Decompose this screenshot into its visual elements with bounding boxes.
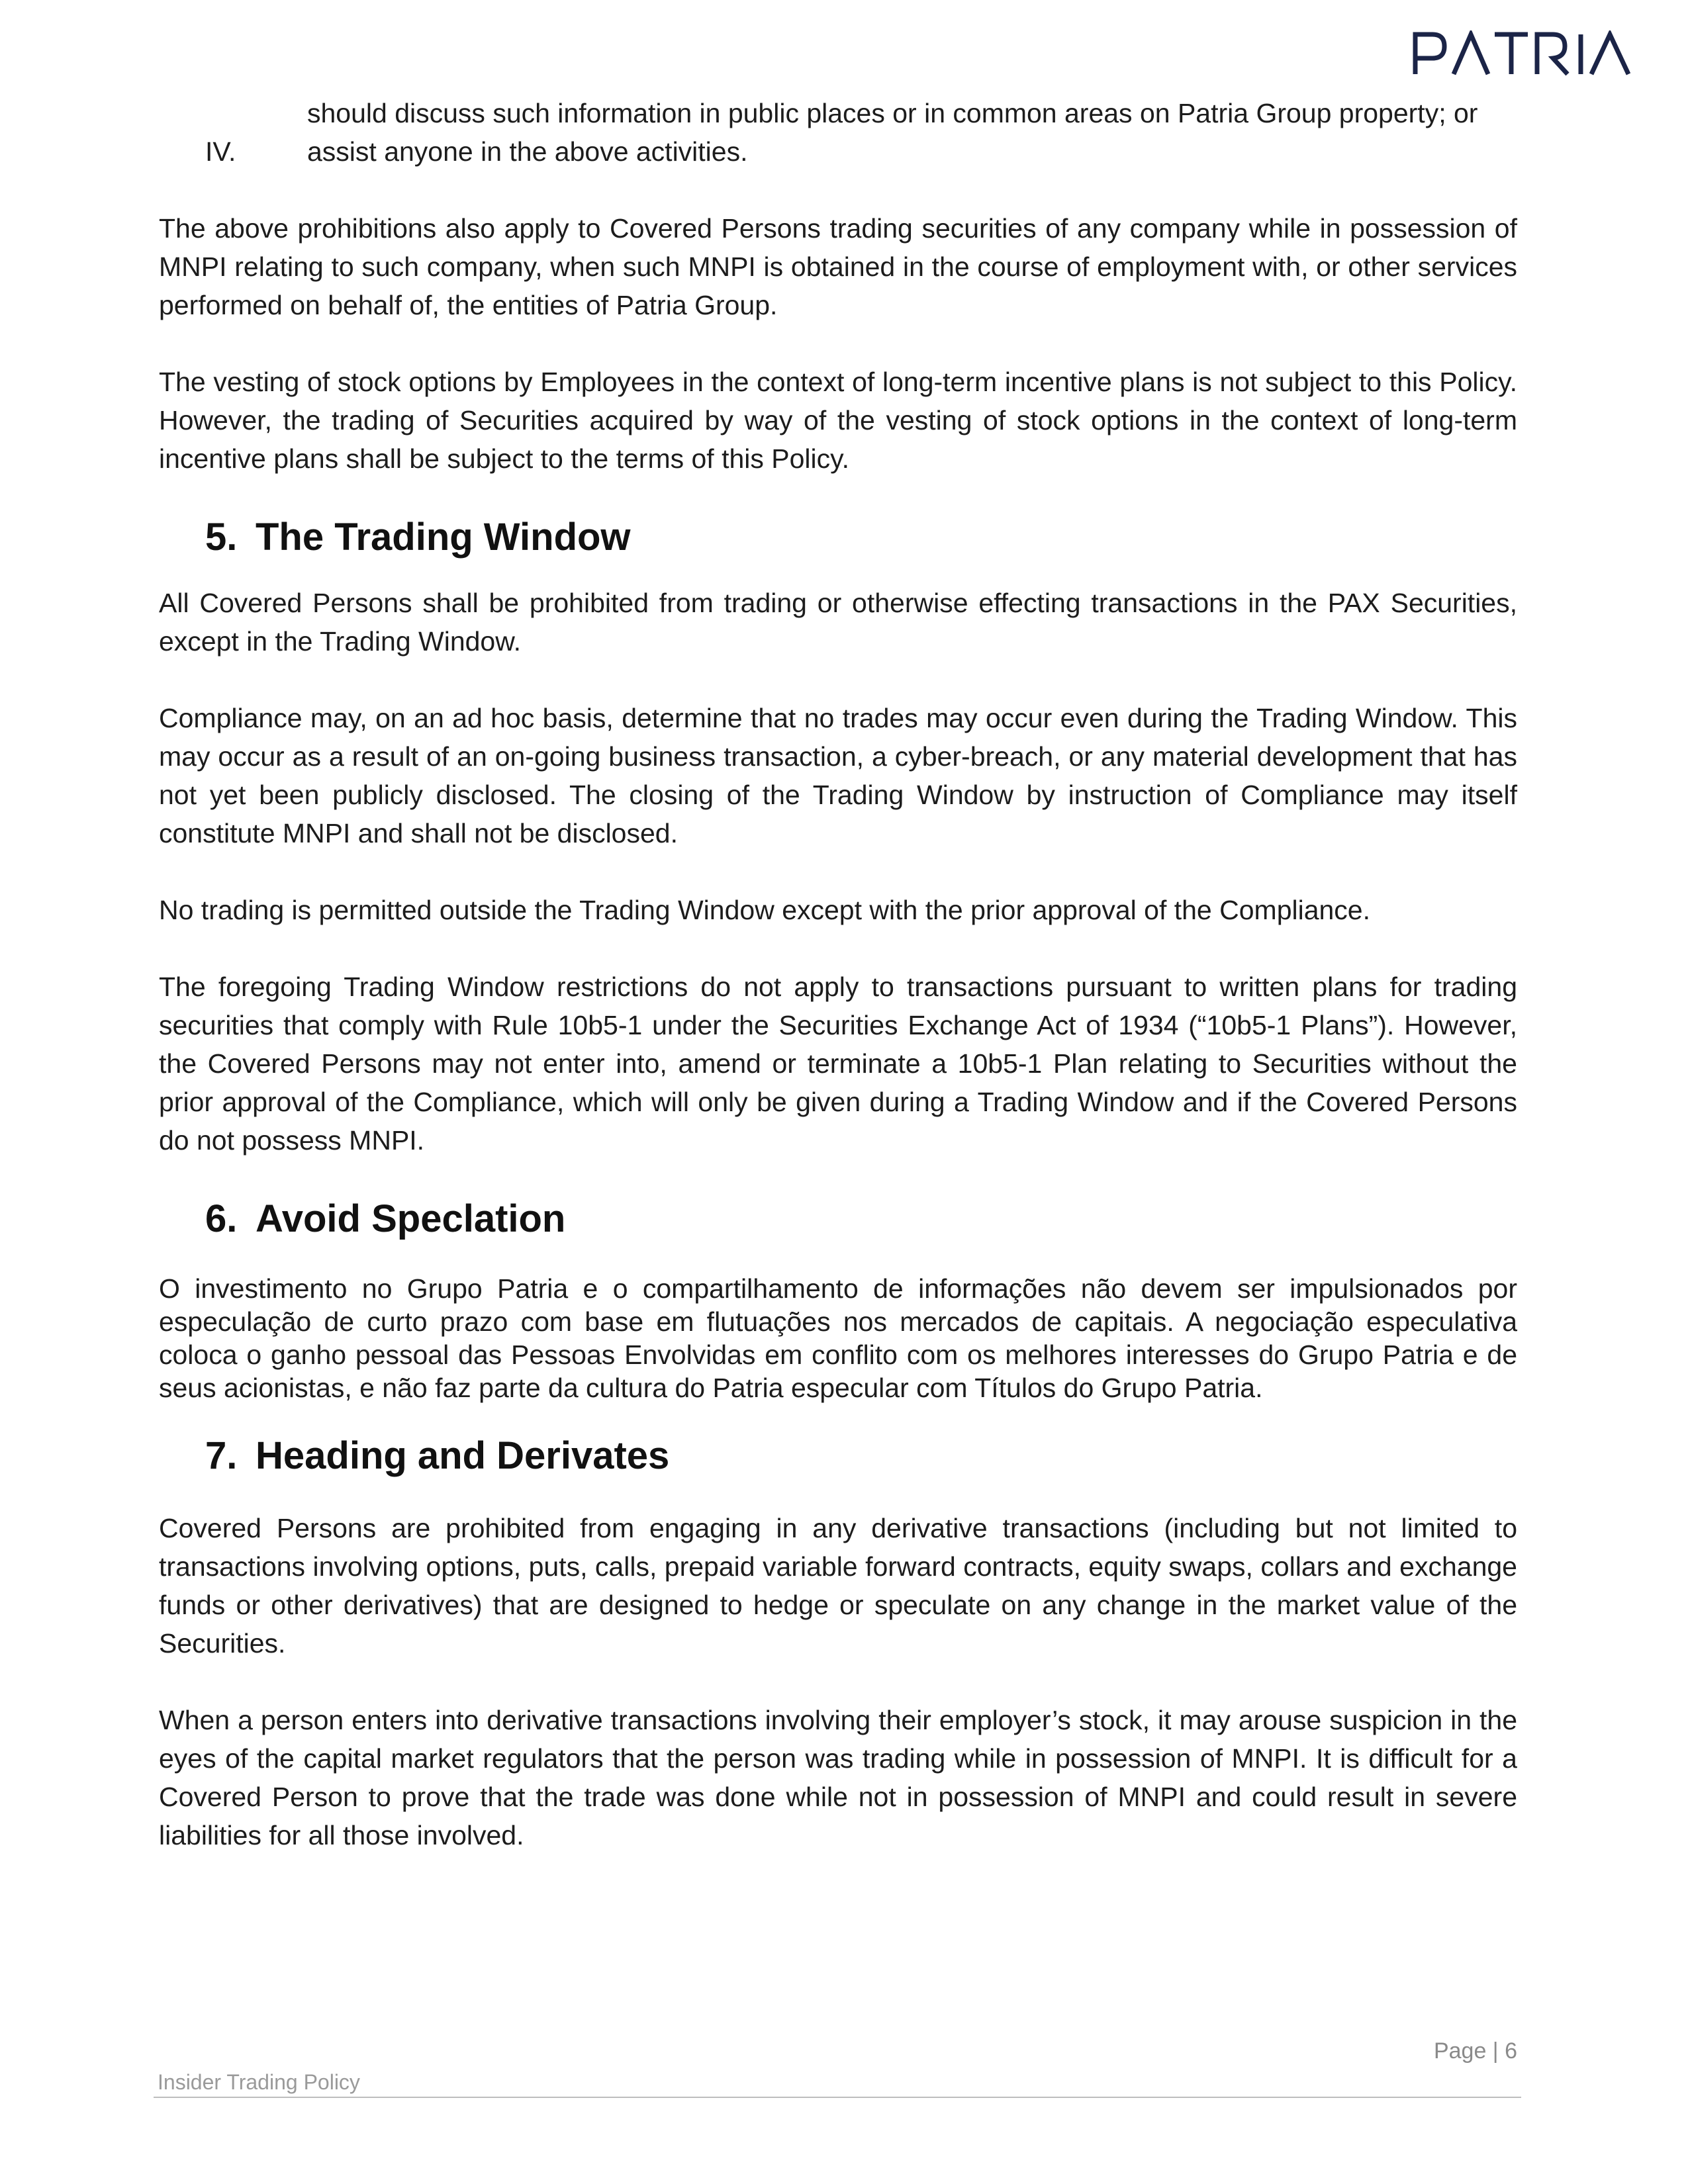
section-number: 6.	[205, 1197, 238, 1240]
paragraph: No trading is permitted outside the Trading Window except with the prior approval of the Compliance.	[159, 895, 1371, 925]
footer-divider	[154, 2097, 1521, 2098]
paragraph: Covered Persons are prohibited from engaging in any derivative transactions (including but not limited to transactions involving options, puts, calls, prepaid variable forward contracts, equity swaps, collars and exchange funds or other derivatives) that are designed to hedge or speculate on any change in the market value of the Securities.	[159, 1513, 1517, 1659]
page-body	[159, 94, 1517, 1854]
list-item	[159, 132, 1517, 171]
paragraph: The vesting of stock options by Employees in the context of long-term incentive plans is not subject to this Policy. However, the trading of Securities acquired by way of the vesting of stock options in the context of long-term incentive plans shall be subject to the terms of this Policy.	[159, 367, 1517, 474]
list-item-text: should discuss such information in public places or in common areas on Patria Group property; or	[307, 98, 1478, 128]
section-title: Avoid Speclation	[256, 1197, 566, 1240]
page-number: Page | 6	[1433, 2038, 1517, 2064]
paragraph: The above prohibitions also apply to Covered Persons trading securities of any company while in possession of MNPI relating to such company, when such MNPI is obtained in the course of employment with, or other services performed on behalf of, the entities of Patria Group.	[159, 213, 1517, 320]
section-heading	[159, 511, 1517, 564]
section-number: 7.	[205, 1434, 238, 1477]
section-title: The Trading Window	[256, 516, 631, 559]
list-item-text: assist anyone in the above activities.	[307, 136, 748, 167]
paragraph: When a person enters into derivative transactions involving their employer’s stock, it may arouse suspicion in the eyes of the capital market regulators that the person was trading while in possession of MNPI. It is difficult for a Covered Person to prove that the trade was done while not in possession of MNPI and could result in severe liabilities for all those involved.	[159, 1705, 1517, 1850]
list-item-number: IV.	[205, 136, 236, 167]
patria-logo	[1410, 30, 1642, 77]
list-item-continuation	[159, 94, 1517, 132]
paragraph: Compliance may, on an ad hoc basis, determine that no trades may occur even during the Trading Window. This may occur as a result of an on-going business transaction, a cyber-breach, or any material development that has not yet been publicly disclosed. The closing of the Trading Window by instruction of Compliance may itself constitute MNPI and shall not be disclosed.	[159, 703, 1517, 848]
paragraph: O investimento no Grupo Patria e o compartilhamento de informações não devem ser impulsionados por especulação de curto prazo com base em flutuações nos mercados de capitais. A negociação especulativa coloca o ganho pessoal das Pessoas Envolvidas em conflito com os melhores interesses do Grupo Patria e de seus acionistas, e não faz parte da cultura do Patria especular com Títulos do Grupo Patria.	[159, 1273, 1517, 1403]
footer-doc-title: Insider Trading Policy	[158, 2070, 360, 2094]
section-heading	[159, 1193, 1517, 1246]
section-number: 5.	[205, 516, 238, 559]
section-heading	[159, 1430, 1517, 1482]
paragraph: All Covered Persons shall be prohibited from trading or otherwise effecting transactions in the PAX Securities, except in the Trading Window.	[159, 588, 1517, 657]
section-title: Heading and Derivates	[256, 1434, 670, 1477]
patria-logo-mark	[1410, 30, 1642, 77]
paragraph: The foregoing Trading Window restrictions do not apply to transactions pursuant to written plans for trading securities that comply with Rule 10b5-1 under the Securities Exchange Act of 1934 (“10b5-1 Plans”). However, the Covered Persons may not enter into, amend or terminate a 10b5-1 Plan relating to Securities without the prior approval of the Compliance, which will only be given during a Trading Window and if the Covered Persons do not possess MNPI.	[159, 972, 1517, 1156]
